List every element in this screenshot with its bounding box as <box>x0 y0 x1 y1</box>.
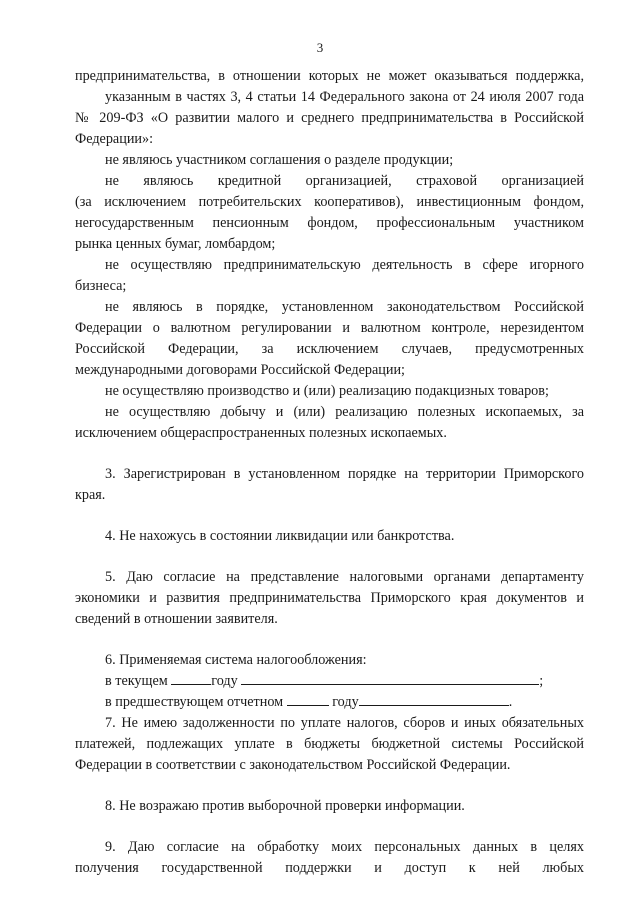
condition-line: не осуществляю добычу и (или) реализацию полезных ископаемых, за <box>105 404 584 420</box>
item-4 <box>75 526 584 547</box>
condition-line: не осуществляю производство и (или) реализацию подакцизных товаров; <box>105 383 549 399</box>
page-number: 3 <box>316 40 324 55</box>
text-line: 8. Не возражаю против выборочной проверки информации. <box>105 798 465 814</box>
current-year-label: в текущем <box>105 673 172 689</box>
condition-line: не являюсь кредитной организацией, страховой организацией <box>105 173 584 189</box>
text-line: платежей, подлежащих уплате в бюджеты бюджетной системы Российской <box>75 736 584 752</box>
text-line: предпринимательства, в отношении которых не может оказываться поддержка, <box>75 68 584 84</box>
text-line: № 209-ФЗ «О развитии малого и среднего предпринимательства в Российской <box>75 110 584 126</box>
condition-line: исключением общераспространенных полезных ископаемых. <box>75 425 447 441</box>
text-line: Федерации»: <box>75 131 154 147</box>
item-5 <box>75 567 584 630</box>
text-line: получения государственной поддержки и доступ к ней любых <box>75 860 584 876</box>
document-body <box>75 66 584 879</box>
condition-line: не являюсь участником соглашения о разделе продукции; <box>105 152 454 168</box>
previous-tax-system-blank[interactable] <box>359 693 509 706</box>
text-line: экономики и развития предпринимательства Приморского края документов и <box>75 590 584 606</box>
condition-line: негосударственным пенсионным фондом, профессиональным участником <box>75 215 584 231</box>
condition-line: Федерации о валютном регулировании и валютном контроле, нерезидентом <box>75 320 584 336</box>
text-line: сведений в отношении заявителя. <box>75 611 278 627</box>
item-8 <box>75 796 584 817</box>
conditions-list <box>75 150 584 444</box>
current-tax-system-blank[interactable] <box>241 672 539 685</box>
current-year-blank[interactable] <box>171 672 211 685</box>
text-line: 7. Не имею задолженности по уплате налогов, сборов и иных обязательных <box>105 715 584 731</box>
item-9 <box>75 837 584 879</box>
text-line: указанным в частях 3, 4 статьи 14 Федерального закона от 24 июля 2007 года <box>105 89 584 105</box>
condition-line: бизнеса; <box>75 278 127 294</box>
text-line: края. <box>75 487 106 503</box>
previous-year-word: году <box>328 694 359 710</box>
tax-system-current-row: в текущем году ; <box>105 673 544 689</box>
tax-system-previous-row: в предшествующем отчетном году . <box>105 694 513 710</box>
text-line: Федерации в соответствии с законодательством Российской Федерации. <box>75 757 511 773</box>
previous-year-blank[interactable] <box>287 693 329 706</box>
current-year-word: году <box>211 673 242 689</box>
condition-line: (за исключением потребительских кооперативов), инвестиционным фондом, <box>75 194 584 210</box>
intro-paragraph <box>75 66 584 150</box>
item-3 <box>75 464 584 506</box>
condition-line: международными договорами Российской Федерации; <box>75 362 406 378</box>
item-6 <box>75 650 584 713</box>
text-line: 4. Не нахожусь в состоянии ликвидации или банкротства. <box>105 528 455 544</box>
condition-line: Российской Федерации, за исключением случаев, предусмотренных <box>75 341 584 357</box>
text-line: 5. Даю согласие на представление налоговыми органами департаменту <box>105 569 584 585</box>
text-line: 3. Зарегистрирован в установленном порядке на территории Приморского <box>105 466 584 482</box>
item-6-title: 6. Применяемая система налогообложения: <box>105 652 367 668</box>
text-line: 9. Даю согласие на обработку моих персональных данных в целях <box>105 839 584 855</box>
condition-line: не осуществляю предпринимательскую деятельность в сфере игорного <box>105 257 584 273</box>
condition-line: рынка ценных бумаг, ломбардом; <box>75 236 276 252</box>
previous-year-label: в предшествующем отчетном <box>105 694 287 710</box>
item-7 <box>75 713 584 776</box>
condition-line: не являюсь в порядке, установленном законодательством Российской <box>105 299 584 315</box>
